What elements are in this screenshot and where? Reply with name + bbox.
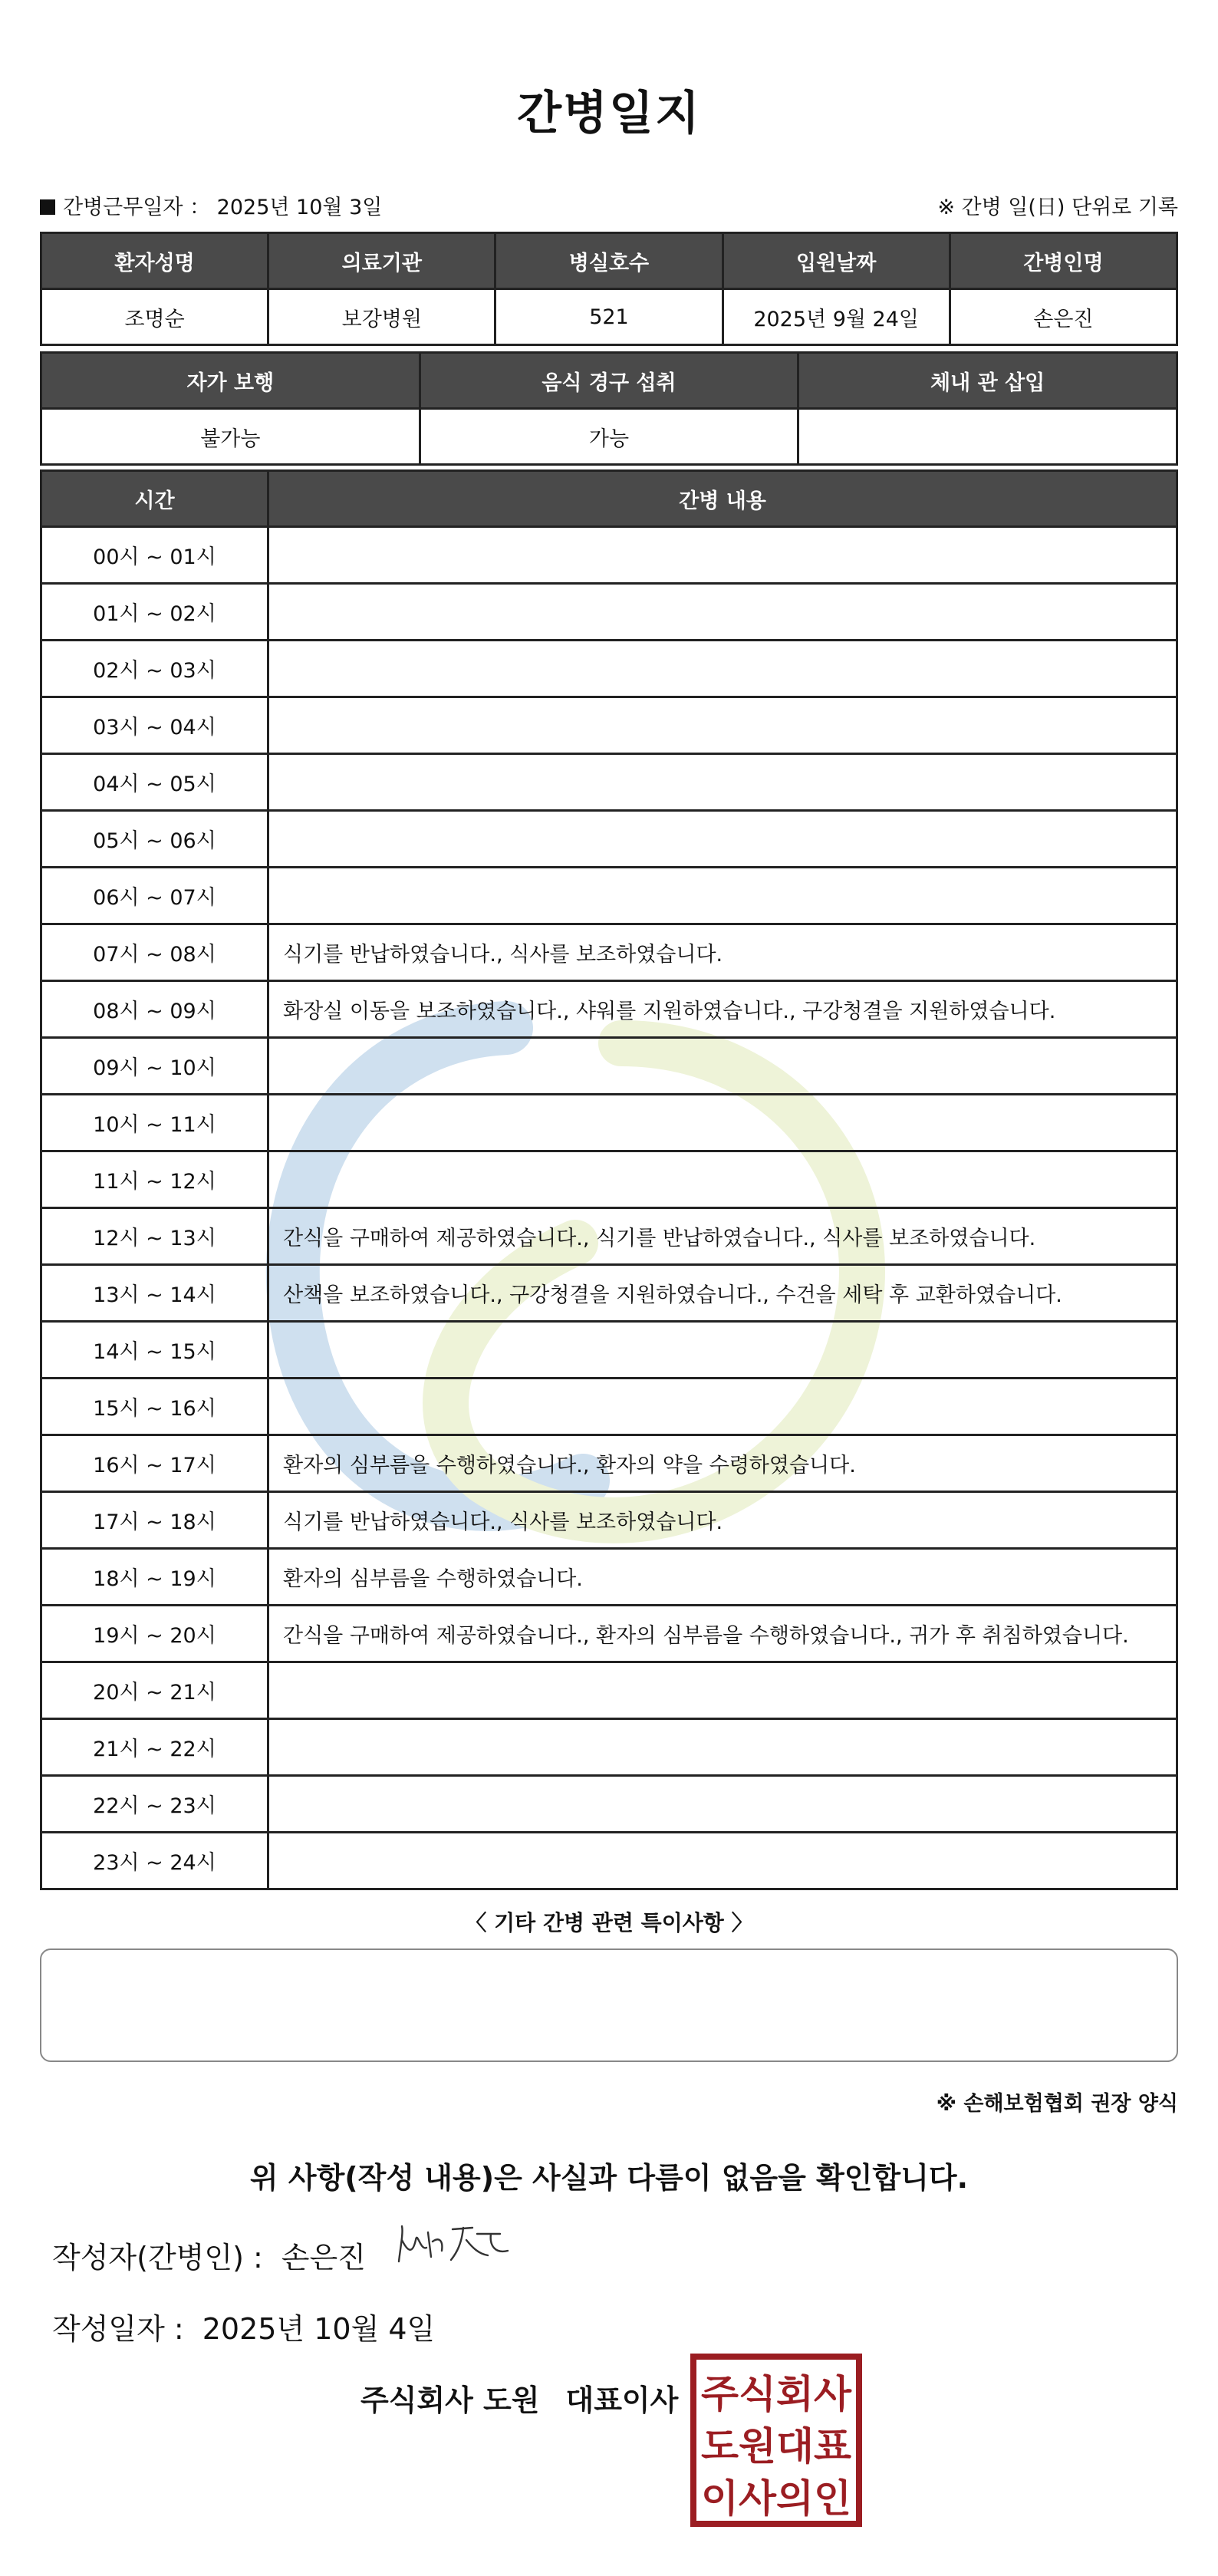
log-time: 04시 ~ 05시 <box>41 754 268 811</box>
log-time: 03시 ~ 04시 <box>41 697 268 754</box>
log-time: 06시 ~ 07시 <box>41 868 268 924</box>
log-row <box>41 1492 1177 1549</box>
log-content <box>268 754 1177 811</box>
log-content <box>268 1776 1177 1833</box>
log-row <box>41 981 1177 1038</box>
log-time: 07시 ~ 08시 <box>41 924 268 981</box>
company-name: 주식회사 도원 <box>360 2383 540 2417</box>
log-row <box>41 1606 1177 1662</box>
log-content: 식기를 반납하였습니다., 식사를 보조하였습니다. <box>268 924 1177 981</box>
log-content <box>268 641 1177 697</box>
association-note: ※ 손해보험협회 권장 양식 <box>936 2092 1178 2116</box>
log-row <box>41 1662 1177 1719</box>
log-time: 20시 ~ 21시 <box>41 1662 268 1719</box>
log-row <box>41 641 1177 697</box>
log-row <box>41 1435 1177 1492</box>
log-content <box>268 1379 1177 1435</box>
patient-status-table <box>40 351 1178 466</box>
log-header-content: 간병 내용 <box>268 471 1177 527</box>
patient-name: 조명순 <box>41 289 268 345</box>
written-date-label: 작성일자 : <box>52 2312 184 2346</box>
signature-image <box>393 2217 515 2271</box>
log-time: 18시 ~ 19시 <box>41 1549 268 1606</box>
log-content <box>268 1833 1177 1889</box>
work-date-label: 간병근무일자 ： <box>63 196 211 219</box>
log-row <box>41 1776 1177 1833</box>
log-content: 식기를 반납하였습니다., 식사를 보조하였습니다. <box>268 1492 1177 1549</box>
oral-intake-status: 가능 <box>420 409 798 465</box>
svg-text:주식회사: 주식회사 <box>701 2372 852 2416</box>
caregiver-name: 손은진 <box>950 289 1177 345</box>
log-row <box>41 1322 1177 1379</box>
walking-status: 불가능 <box>41 409 420 465</box>
writer-name: 손은진 <box>281 2241 366 2275</box>
special-notes-box <box>40 1948 1178 2062</box>
log-time: 10시 ~ 11시 <box>41 1095 268 1151</box>
log-content <box>268 868 1177 924</box>
info-header-caregiver: 간병인명 <box>950 233 1177 289</box>
log-time: 12시 ~ 13시 <box>41 1208 268 1265</box>
company-line <box>360 2377 678 2419</box>
log-row <box>41 1833 1177 1889</box>
hospital-name: 보강병원 <box>268 289 495 345</box>
log-time: 05시 ~ 06시 <box>41 811 268 868</box>
log-content <box>268 527 1177 584</box>
log-time: 22시 ~ 23시 <box>41 1776 268 1833</box>
written-date-value: 2025년 10월 4일 <box>202 2312 436 2346</box>
log-content: 화장실 이동을 보조하였습니다., 샤워를 지원하였습니다., 구강청결을 지원하였습니다. <box>268 981 1177 1038</box>
log-time: 00시 ~ 01시 <box>41 527 268 584</box>
log-time: 02시 ~ 03시 <box>41 641 268 697</box>
log-content <box>268 584 1177 641</box>
log-row <box>41 1549 1177 1606</box>
log-time: 01시 ~ 02시 <box>41 584 268 641</box>
company-seal-stamp <box>690 2354 862 2527</box>
log-row <box>41 1208 1177 1265</box>
info-header-patient-name: 환자성명 <box>41 233 268 289</box>
log-content: 환자의 심부름을 수행하였습니다. <box>268 1549 1177 1606</box>
log-time: 19시 ~ 20시 <box>41 1606 268 1662</box>
company-rep: 대표이사 <box>565 2383 679 2417</box>
writer-label: 작성자(간병인) : <box>52 2241 263 2275</box>
log-content <box>268 1719 1177 1776</box>
log-content <box>268 1322 1177 1379</box>
log-row <box>41 754 1177 811</box>
info-header-hospital: 의료기관 <box>268 233 495 289</box>
info-header-room: 병실호수 <box>495 233 723 289</box>
log-content <box>268 811 1177 868</box>
log-header-time: 시간 <box>41 471 268 527</box>
log-content: 환자의 심부름을 수행하였습니다., 환자의 약을 수령하였습니다. <box>268 1435 1177 1492</box>
log-content: 간식을 구매하여 제공하였습니다., 식기를 반납하였습니다., 식사를 보조하였습니다. <box>268 1208 1177 1265</box>
log-row <box>41 1265 1177 1322</box>
status-header-tube: 체내 관 삽입 <box>798 353 1177 409</box>
unit-note: ※ 간병 일(日) 단위로 기록 <box>937 196 1178 219</box>
status-header-walking: 자가 보행 <box>41 353 420 409</box>
log-row <box>41 527 1177 584</box>
log-time: 13시 ~ 14시 <box>41 1265 268 1322</box>
special-notes-title: 〈 기타 간병 관련 특이사항 〉 <box>465 1910 753 1935</box>
log-time: 09시 ~ 10시 <box>41 1038 268 1095</box>
log-row <box>41 868 1177 924</box>
admission-date: 2025년 9월 24일 <box>723 289 950 345</box>
log-content: 산책을 보조하였습니다., 구강청결을 지원하였습니다., 수건을 세탁 후 교환하였습니다. <box>268 1265 1177 1322</box>
room-number: 521 <box>495 289 723 345</box>
log-row <box>41 1379 1177 1435</box>
log-row <box>41 924 1177 981</box>
care-log-table <box>40 469 1178 1890</box>
log-content <box>268 697 1177 754</box>
log-content: 간식을 구매하여 제공하였습니다., 환자의 심부름을 수행하였습니다., 귀가 후 취침하였습니다. <box>268 1606 1177 1662</box>
status-header-oral-intake: 음식 경구 섭취 <box>420 353 798 409</box>
log-time: 14시 ~ 15시 <box>41 1322 268 1379</box>
written-date-line <box>52 2305 435 2347</box>
svg-text:이사의인: 이사의인 <box>701 2476 851 2521</box>
log-row <box>41 1151 1177 1208</box>
log-time: 21시 ~ 22시 <box>41 1719 268 1776</box>
log-time: 16시 ~ 17시 <box>41 1435 268 1492</box>
work-date <box>40 190 382 220</box>
log-content <box>268 1095 1177 1151</box>
log-content <box>268 1151 1177 1208</box>
log-row <box>41 697 1177 754</box>
log-row <box>41 1719 1177 1776</box>
log-row <box>41 1095 1177 1151</box>
square-bullet-icon <box>40 199 55 215</box>
svg-text:도원대표: 도원대표 <box>701 2424 852 2469</box>
info-header-admission-date: 입원날짜 <box>723 233 950 289</box>
log-time: 17시 ~ 18시 <box>41 1492 268 1549</box>
log-row <box>41 1038 1177 1095</box>
confirmation-text: 위 사항(작성 내용)은 사실과 다름이 없음을 확인합니다. <box>249 2161 969 2195</box>
writer-line <box>52 2234 366 2276</box>
document-title: 간병일지 <box>517 87 701 140</box>
work-date-value: 2025년 10월 3일 <box>216 196 383 219</box>
log-time: 23시 ~ 24시 <box>41 1833 268 1889</box>
log-row <box>41 584 1177 641</box>
log-time: 11시 ~ 12시 <box>41 1151 268 1208</box>
log-content <box>268 1662 1177 1719</box>
log-time: 08시 ~ 09시 <box>41 981 268 1038</box>
log-time: 15시 ~ 16시 <box>41 1379 268 1435</box>
patient-info-table <box>40 232 1178 346</box>
log-row <box>41 811 1177 868</box>
tube-status <box>798 409 1177 465</box>
log-content <box>268 1038 1177 1095</box>
